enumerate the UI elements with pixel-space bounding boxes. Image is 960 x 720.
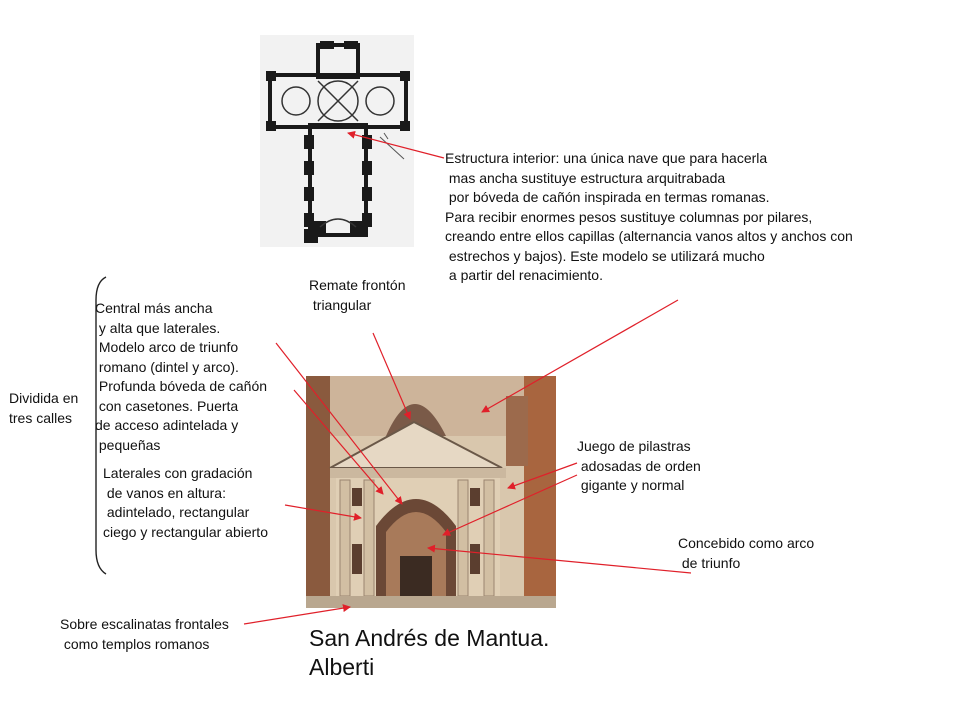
arrow-lateral <box>285 505 361 518</box>
arrow-triumph <box>428 548 691 573</box>
arrow-pediment <box>373 333 410 419</box>
arrow-steps <box>244 607 350 624</box>
brace <box>96 277 106 574</box>
front-steps-note: Sobre escalinatas frontales como templos romanos <box>60 616 229 652</box>
arrow-central-2 <box>294 390 383 494</box>
caption-title: San Andrés de Mantua. Alberti <box>309 625 550 680</box>
interior-structure-note: Estructura interior: una única nave que para hacerla mas ancha sustituye estructura arquitrabada por bóveda de cañón inspirada en termas romanas. Para recibir enormes pesos sustituye columnas por pilares, creando entre ellos capillas (alternancia vanos altos y anchos con estrechos y bajos). Este modelo se utilizará mucho a partir del renacimiento. <box>445 150 853 283</box>
arrow-pilasters-2 <box>443 475 577 535</box>
arrow-dome <box>482 300 678 412</box>
pediment-note: Remate frontón triangular <box>309 277 406 313</box>
three-streets-note: Dividida en tres calles <box>9 390 79 426</box>
lateral-streets-note: Laterales con gradación de vanos en altura: adintelado, rectangular ciego y rectangular abierto <box>103 465 268 540</box>
triumphal-arch-note: Concebido como arco de triunfo <box>678 535 815 571</box>
central-street-note: Central más ancha y alta que laterales. Modelo arco de triunfo romano (dintel y arco). Profunda bóveda de cañón con casetones. Puerta de acceso adintelada y pequeñas <box>95 300 268 453</box>
pilasters-note: Juego de pilastras adosadas de orden gigante y normal <box>577 438 701 493</box>
arrow-central <box>276 343 402 504</box>
arrow-pilasters-1 <box>508 463 577 488</box>
arrow-interior <box>348 133 444 158</box>
